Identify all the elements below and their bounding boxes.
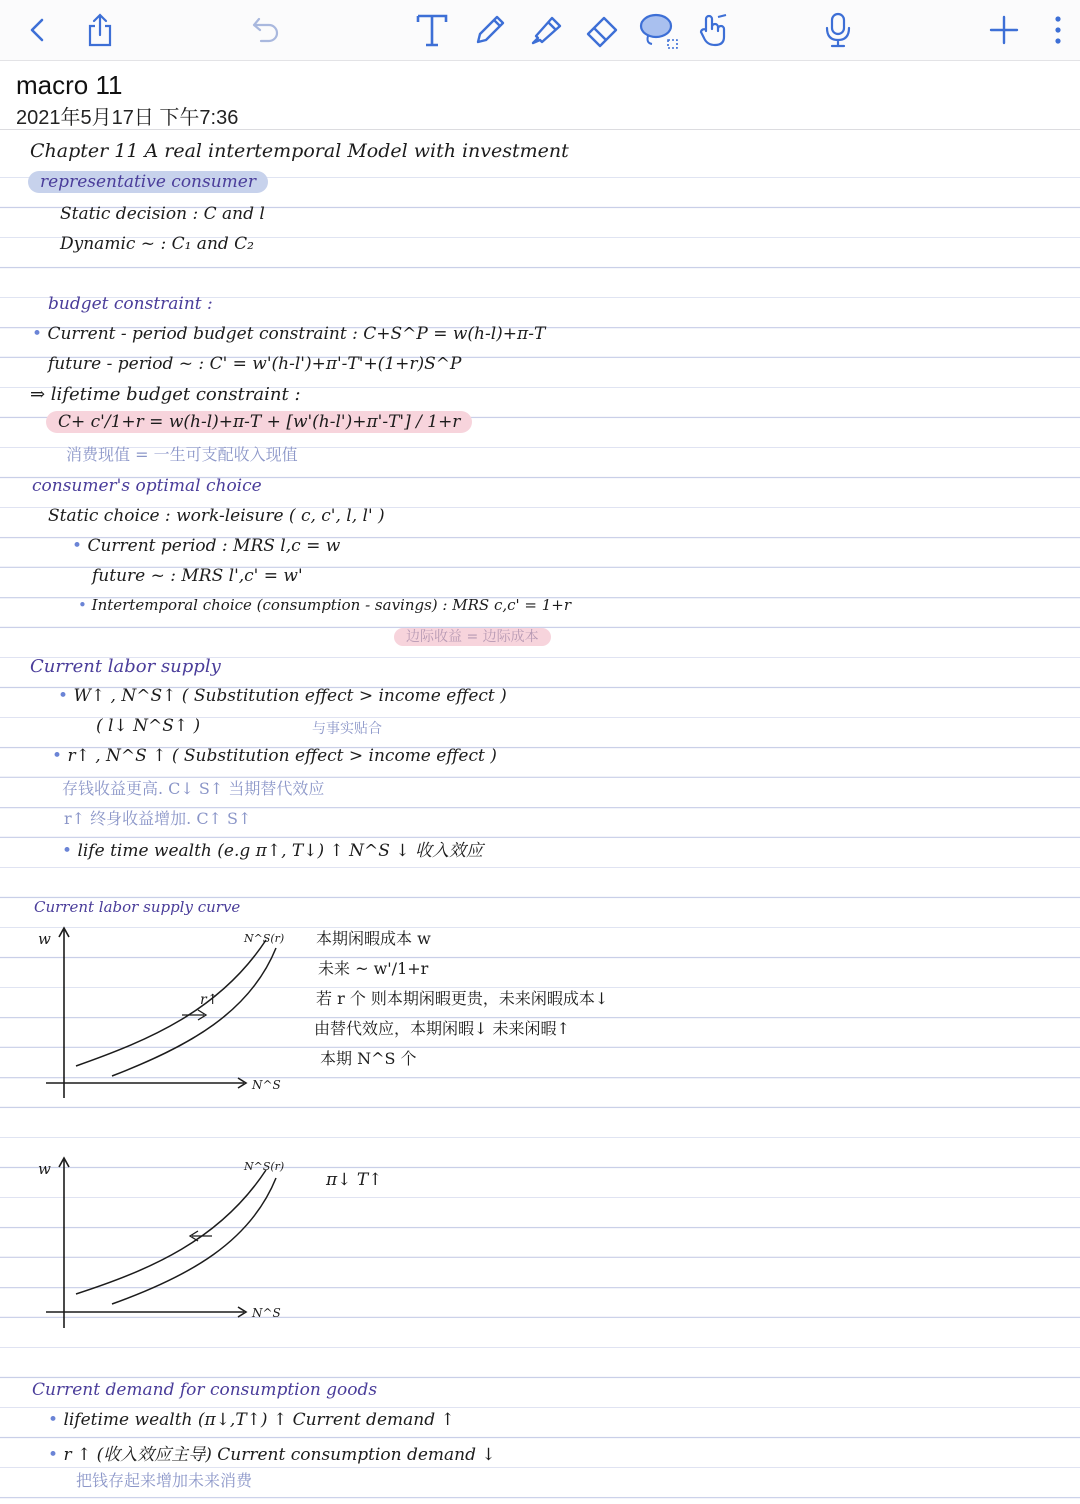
note-header	[0, 61, 1080, 130]
highlighter-icon[interactable]	[524, 8, 568, 52]
section-consumption-demand: Current demand for consumption goods	[32, 1380, 378, 1400]
section-optimal-choice: consumer's optimal choice	[32, 476, 262, 496]
shift-arrow	[190, 1231, 212, 1241]
text-span: lifetime wealth (π↓,T↑) ↑ Current demand ↑	[63, 1410, 455, 1430]
text-span: W↑ , N^S↑ ( Substitution effect > income effect )	[73, 686, 507, 706]
text-line: ( l↓ N^S↑ )	[96, 716, 201, 736]
text-line: • r↑ , N^S ↑ ( Substitution effect > income effect )	[52, 746, 497, 766]
section-budget-constraint: budget constraint :	[48, 294, 213, 314]
microphone-icon[interactable]	[816, 8, 860, 52]
text-span: Intertemporal choice (consumption - savings) : MRS c,c' = 1+r	[91, 596, 572, 614]
add-icon[interactable]	[982, 8, 1026, 52]
text-line: • Current period : MRS l,c = w	[72, 536, 341, 556]
graph2-y-label: w	[38, 1160, 51, 1178]
graph1-note: 若 r 个 则本期闲暇更贵，未来闲暇成本↓	[316, 989, 609, 1008]
graph1-shift-label: r↑	[200, 992, 219, 1008]
graph1-note: 本期 N^S 个	[320, 1049, 417, 1068]
text-tool-icon[interactable]	[410, 8, 454, 52]
toolbar	[0, 0, 1080, 61]
section-labor-supply: Current labor supply	[30, 656, 221, 677]
text-span: life time wealth (e.g π↑, T↓) ↑ N^S ↓ 收入效应	[77, 841, 483, 861]
section-labor-supply-curve: Current labor supply curve	[34, 898, 241, 916]
graph2-curve-label: N^S(r)	[244, 1160, 285, 1173]
highlight-text: C+ c'/1+r = w(h-l)+π-T + [w'(h-l')+π'-T'] / 1+r	[46, 411, 472, 433]
text-line: Dynamic ~ : C₁ and C₂	[60, 234, 254, 254]
annotation: r↑ 终身收益增加. C↑ S↑	[64, 809, 252, 828]
annotation: 存钱收益更高. C↓ S↑ 当期替代效应	[62, 779, 325, 798]
graph2-x-label: N^S	[252, 1306, 281, 1320]
more-icon[interactable]	[1036, 8, 1080, 52]
annotation	[394, 626, 551, 646]
labor-supply-graph-2	[30, 1152, 330, 1342]
supply-curve-original	[76, 940, 266, 1066]
note-title[interactable]: macro 11	[16, 70, 123, 100]
graph1-note: 本期闲暇成本 w	[316, 929, 431, 948]
highlight-text: 边际收益 = 边际成本	[394, 628, 551, 646]
lasso-icon[interactable]	[636, 8, 680, 52]
graph1-x-label: N^S	[252, 1078, 281, 1092]
graph1-note: 未来 ~ w'/1+r	[318, 959, 429, 978]
share-icon[interactable]	[78, 8, 122, 52]
pen-icon[interactable]	[468, 8, 512, 52]
text-line: • Current - period budget constraint : C+S^P = w(h-l)+π-T	[32, 324, 546, 344]
graph1-y-label: w	[38, 930, 51, 948]
text-line: • lifetime wealth (π↓,T↑) ↑ Current demand ↑	[48, 1410, 455, 1430]
text-span: Current - period budget constraint : C+S^P = w(h-l)+π-T	[47, 324, 546, 344]
text-line: • W↑ , N^S↑ ( Substitution effect > income effect )	[58, 686, 507, 706]
text-line: • Intertemporal choice (consumption - savings) : MRS c,c' = 1+r	[78, 596, 572, 614]
chapter-heading: Chapter 11 A real intertemporal Model with investment	[30, 140, 569, 162]
highlight-text: representative consumer	[28, 171, 268, 193]
annotation: 消费现值 = 一生可支配收入现值	[66, 445, 298, 464]
text-line: • life time wealth (e.g π↑, T↓) ↑ N^S ↓ 收入效应	[62, 841, 483, 861]
note-canvas[interactable]	[0, 130, 1080, 1504]
text-line: Static choice : work-leisure ( c, c', l, l' )	[48, 506, 385, 526]
text-span: r↑ , N^S ↑ ( Substitution effect > income effect )	[67, 746, 497, 766]
annotation: 与事实贴合	[312, 721, 382, 737]
text-span: r ↑ (收入效应主导) Current consumption demand ↓	[63, 1445, 496, 1465]
graph2-note: π↓ T↑	[326, 1170, 383, 1190]
text-line: • r ↑ (收入效应主导) Current consumption demand ↓	[48, 1445, 496, 1465]
annotation: 把钱存起来增加未来消费	[76, 1471, 253, 1490]
note-date: 2021年5月17日 下午7:36	[16, 107, 239, 129]
back-chevron-icon[interactable]	[16, 8, 60, 52]
graph1-curve-label: N^S(r)	[244, 932, 285, 945]
undo-icon[interactable]	[244, 8, 288, 52]
eraser-icon[interactable]	[580, 8, 624, 52]
formula-line	[46, 412, 472, 432]
text-line: future - period ~ : C' = w'(h-l')+π'-T'+(1+r)S^P	[48, 354, 462, 374]
text-line: ⇒ lifetime budget constraint :	[30, 384, 301, 405]
graph1-note: 由替代效应，本期闲暇↓ 未来闲暇↑	[314, 1019, 570, 1038]
touch-draw-icon[interactable]	[692, 8, 736, 52]
text-line: Static decision : C and l	[60, 204, 265, 224]
section-representative-consumer	[28, 172, 268, 192]
text-span: Current period : MRS l,c = w	[87, 536, 341, 556]
supply-curve-original	[76, 1170, 266, 1294]
text-line: future ~ : MRS l',c' = w'	[92, 566, 303, 586]
